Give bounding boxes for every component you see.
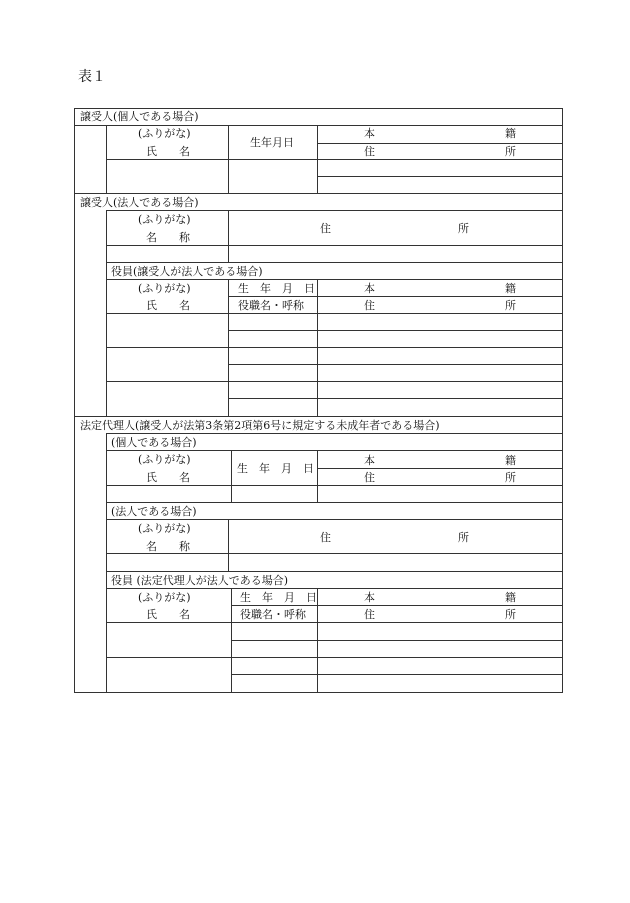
table-rule-horizontal (228, 330, 563, 331)
name-label: 氏 名 (146, 299, 190, 312)
address-label: 所 (505, 145, 516, 158)
table-rule-horizontal (106, 245, 563, 246)
table-rule-horizontal (317, 176, 563, 177)
position-title-label: 役職名・呼称 (238, 299, 304, 312)
table-rule-vertical (228, 279, 229, 417)
registered-domicile-label: 本 (364, 454, 375, 467)
table-rule-horizontal (106, 262, 563, 263)
birthdate-label: 生 年 月 日 (237, 462, 314, 475)
address-label: 所 (505, 608, 516, 621)
furigana-label: (ふりがな) (138, 522, 191, 535)
address-label: 所 (505, 299, 516, 312)
address-label: 住 (320, 531, 331, 544)
table-rule-horizontal (106, 210, 563, 211)
table-rule-horizontal (317, 468, 563, 469)
table-rule-vertical (106, 210, 107, 417)
registered-domicile-label: 籍 (505, 282, 516, 295)
section-heading-individual-transferee: 譲受人(個人である場合) (80, 110, 199, 123)
table-rule-horizontal (317, 143, 563, 144)
address-label: 所 (458, 531, 469, 544)
table-rule-horizontal (106, 502, 563, 503)
table-rule-vertical (106, 433, 107, 693)
table-rule-horizontal (228, 364, 563, 365)
company-name-label: 名 称 (146, 231, 190, 244)
table-title: 表１ (78, 69, 106, 85)
table-rule-horizontal (106, 159, 563, 160)
address-label: 住 (364, 471, 375, 484)
name-label: 氏 名 (146, 608, 190, 621)
table-rule-horizontal (228, 398, 563, 399)
birthdate-label: 生 年 月 日 (240, 591, 317, 604)
table-rule-horizontal (106, 347, 563, 348)
company-name-label: 名 称 (146, 540, 190, 553)
registered-domicile-label: 籍 (505, 454, 516, 467)
officers-heading: 役員(譲受人が法人である場合) (111, 265, 263, 278)
table-rule-vertical (231, 588, 232, 693)
name-label: 氏 名 (146, 145, 190, 158)
name-label: 氏 名 (146, 471, 190, 484)
table-rule-horizontal (106, 485, 563, 486)
table-rule-vertical (228, 210, 229, 263)
table-rule-vertical (317, 450, 318, 503)
table-rule-horizontal (106, 381, 563, 382)
birthdate-label: 生年月日 (250, 136, 294, 149)
table-rule-horizontal (231, 674, 563, 675)
table-rule-horizontal (106, 279, 563, 280)
corporate-representative-heading: (法人である場合) (111, 505, 197, 518)
table-rule-horizontal (106, 657, 563, 658)
position-title-label: 役職名・呼称 (240, 608, 306, 621)
table-rule-vertical (231, 450, 232, 503)
address-label: 所 (458, 222, 469, 235)
table-rule-horizontal (106, 433, 563, 434)
address-label: 住 (320, 222, 331, 235)
table-rule-vertical (228, 125, 229, 194)
furigana-label: (ふりがな) (138, 127, 191, 140)
table-rule-vertical (562, 108, 563, 693)
registered-domicile-label: 籍 (505, 127, 516, 140)
table-rule-vertical (317, 279, 318, 417)
furigana-label: (ふりがな) (138, 453, 191, 466)
furigana-label: (ふりがな) (138, 282, 191, 295)
table-rule-vertical (317, 588, 318, 693)
address-label: 所 (505, 471, 516, 484)
table-rule-horizontal (106, 519, 563, 520)
table-rule-vertical (317, 125, 318, 194)
table-rule-horizontal (106, 622, 563, 623)
table-rule-horizontal (106, 313, 563, 314)
individual-representative-heading: (個人である場合) (111, 436, 197, 449)
table-rule-horizontal (231, 640, 563, 641)
table-rule-horizontal (74, 108, 563, 109)
furigana-label: (ふりがな) (138, 213, 191, 226)
registered-domicile-label: 本 (364, 127, 375, 140)
table-rule-horizontal (74, 125, 563, 126)
registered-domicile-label: 籍 (505, 591, 516, 604)
furigana-label: (ふりがな) (138, 591, 191, 604)
birthdate-label: 生 年 月 日 (238, 282, 315, 295)
table-rule-horizontal (106, 588, 563, 589)
officers-heading: 役員 (法定代理人が法人である場合) (111, 574, 289, 587)
address-label: 住 (364, 299, 375, 312)
table-rule-horizontal (231, 605, 563, 606)
registered-domicile-label: 本 (364, 591, 375, 604)
table-rule-horizontal (74, 193, 563, 194)
table-rule-horizontal (106, 553, 563, 554)
address-label: 住 (364, 145, 375, 158)
table-rule-vertical (106, 125, 107, 194)
table-rule-horizontal (106, 450, 563, 451)
section-heading-legal-representative: 法定代理人(譲受人が法第3条第2項第6号に規定する未成年者である場合) (80, 419, 440, 432)
table-rule-horizontal (106, 571, 563, 572)
table-rule-vertical (228, 519, 229, 572)
table-rule-horizontal (228, 296, 563, 297)
address-label: 住 (364, 608, 375, 621)
table-rule-vertical (74, 108, 75, 693)
table-rule-horizontal (74, 416, 563, 417)
table-rule-horizontal (74, 692, 563, 693)
registered-domicile-label: 本 (364, 282, 375, 295)
section-heading-corporate-transferee: 譲受人(法人である場合) (80, 196, 199, 209)
